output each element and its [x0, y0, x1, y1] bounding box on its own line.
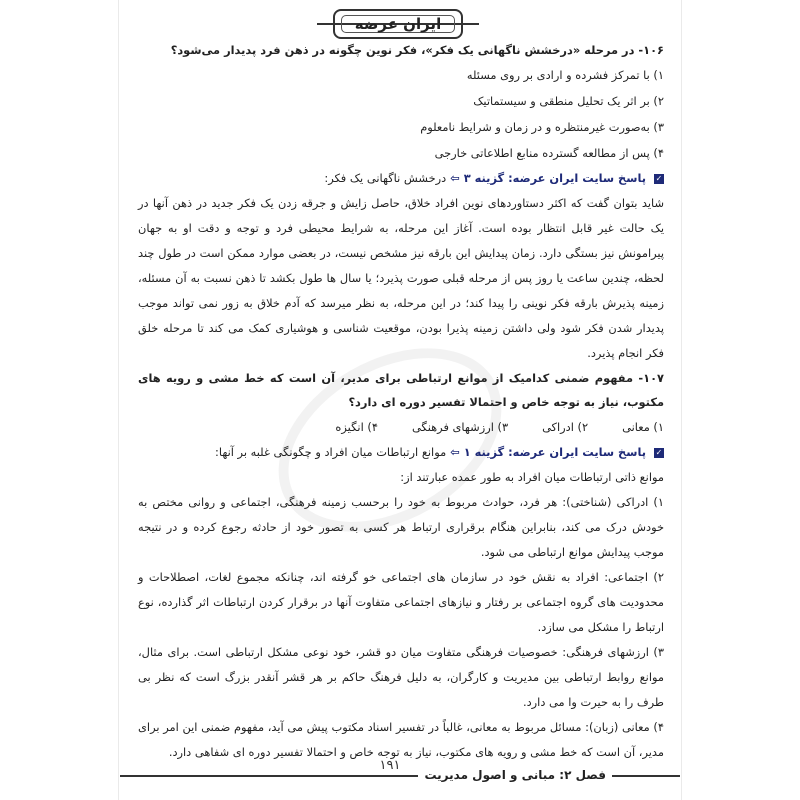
q107-item-2: ۲) اجتماعی: افراد به نقش خود در سازمان های اجتماعی خو گرفته اند، چنانکه مجموع لغات، اصطلاحات و محدودیت های گروه اجتماعی بر رفتار و نیازهای اجتماعی متفاوت آنها در برقرار کردن ارتباطات اثر گذارده، نوع ارتباط را مشکل می سازد.	[138, 570, 664, 634]
checkbox-icon: ✓	[655, 173, 663, 183]
q107-option-4: ۴) انگیزه	[335, 420, 378, 434]
arrow-icon: ⇦	[450, 171, 460, 185]
page-edge-left	[118, 0, 119, 800]
q107-item-4: ۴) معانی (زبان): مسائل مربوط به معانی، غالباً در تفسیر اسناد مکتوب پیش می آید، مفهوم ضمنی این امر برای مدیر، آن است که خط مشی و رویه های مکتوب، نیاز به توجه خاص و احتمالا تفسیر دوره ای شفاهی دارد.	[138, 720, 664, 759]
chapter-title: فصل ۲: مبانی و اصول مدیریت	[418, 768, 612, 782]
q106-option-3: ۳) به‌صورت غیرمنتظره و در زمان و شرایط نامعلوم	[420, 120, 664, 134]
question-106: ۱۰۶- در مرحله «درخشش ناگهانی یک فکر»، فکر نوین چگونه در ذهن فرد پدیدار می‌شود؟	[170, 43, 664, 57]
q106-answer	[138, 166, 664, 191]
question-107: ۱۰۷- مفهوم ضمنی کدامیک از موانع ارتباطی برای مدیر، آن است که خط مشی و رویه های مکتوب، نیاز به توجه خاص و احتمالا تفسیر دوره ای دارد؟	[138, 371, 664, 409]
q106-explanation: شاید بتوان گفت که اکثر دستاوردهای نوین افراد خلاق، حاصل زایش و جرقه زدن یک فکر جدید در ذهن آنها در یک حالت غیر قابل انتظار بوده است. آغاز این مرحله، به شرایط محیطی فرد و توجه و دقت او به جهان پیرامونش نیز بستگی دارد. زمان پیدایش این بارقه نیز مشخص نیست، در بعضی موارد ممکن است در طول چند لحظه، چندین ساعت یا روز پس از مرحله قبلی صورت پذیرد؛ یا سال ها طول بکشد تا ذهن نسبت به آن مسئله، زمینه پذیرش بارقه فکر نوینی را پیدا کند؛ در این مرحله، به نظر میرسد که آدم خلاق به زور نمی تواند موجب پدیدار شدن فکر شود ولی داشتن زمینه پذیرا بودن، موقعیت شناسی و هوشیاری کمک می کند تا مرحله خلق فکر انجام پذیرد.	[138, 196, 664, 360]
checkbox-icon: ✓	[655, 447, 663, 457]
q106-option-2: ۲) بر اثر یک تحلیل منطقی و سیستماتیک	[473, 94, 664, 108]
header-logo	[333, 9, 463, 39]
arrow-icon: ⇦	[450, 445, 460, 459]
q106-option-1: ۱) با تمرکز فشرده و ارادی بر روی مسئله	[466, 68, 664, 82]
q106-answer-label: پاسخ سایت ایران عرضه: گزینه ۳	[463, 171, 647, 185]
q106-answer-topic: درخشش ناگهانی یک فکر:	[324, 171, 447, 185]
q107-answer-topic: موانع ارتباطات میان افراد و چگونگی غلبه بر آنها:	[215, 445, 447, 459]
q107-option-1: ۱) معانی	[622, 420, 664, 434]
page-content	[138, 38, 664, 765]
q107-intro: موانع ذاتی ارتباطات میان افراد به طور عمده عبارتند از:	[400, 470, 664, 484]
q107-answer-label: پاسخ سایت ایران عرضه: گزینه ۱	[463, 445, 647, 459]
q106-option-4: ۴) پس از مطالعه گسترده منابع اطلاعاتی خارجی	[434, 146, 664, 160]
q107-item-1: ۱) ادراکی (شناختی): هر فرد، حوادث مربوط به خود را برحسب زمینه فرهنگی، اجتماعی و روانی مختص به خودش درک می کند، بنابراین هنگام برقراری ارتباط هر کسی به تصور خود از حادثه رجوع کرده و در نتیجه موجب پیدایش موانع ارتباطی می شود.	[138, 495, 664, 559]
logo-text: ایران عرضه	[341, 15, 455, 33]
q107-options	[138, 414, 664, 440]
page-number: ۱۹۱	[379, 758, 401, 773]
q107-option-2: ۲) ادراکی	[542, 420, 589, 434]
q107-answer	[138, 440, 664, 465]
q107-option-3: ۳) ارزشهای فرهنگی	[411, 420, 509, 434]
q107-item-3: ۳) ارزشهای فرهنگی: خصوصیات فرهنگی متفاوت میان دو قشر، خود نوعی مشکل ارتباطی است. برای مثال، موانع روابط ارتباطی بین مدیریت و کارگران، به دلیل فرهنگ حاکم بر هر قشر آنقدر بزرگ است که نظر بی طرف را به حیرت وا می دارد.	[138, 645, 664, 709]
page-edge-right	[681, 0, 682, 800]
